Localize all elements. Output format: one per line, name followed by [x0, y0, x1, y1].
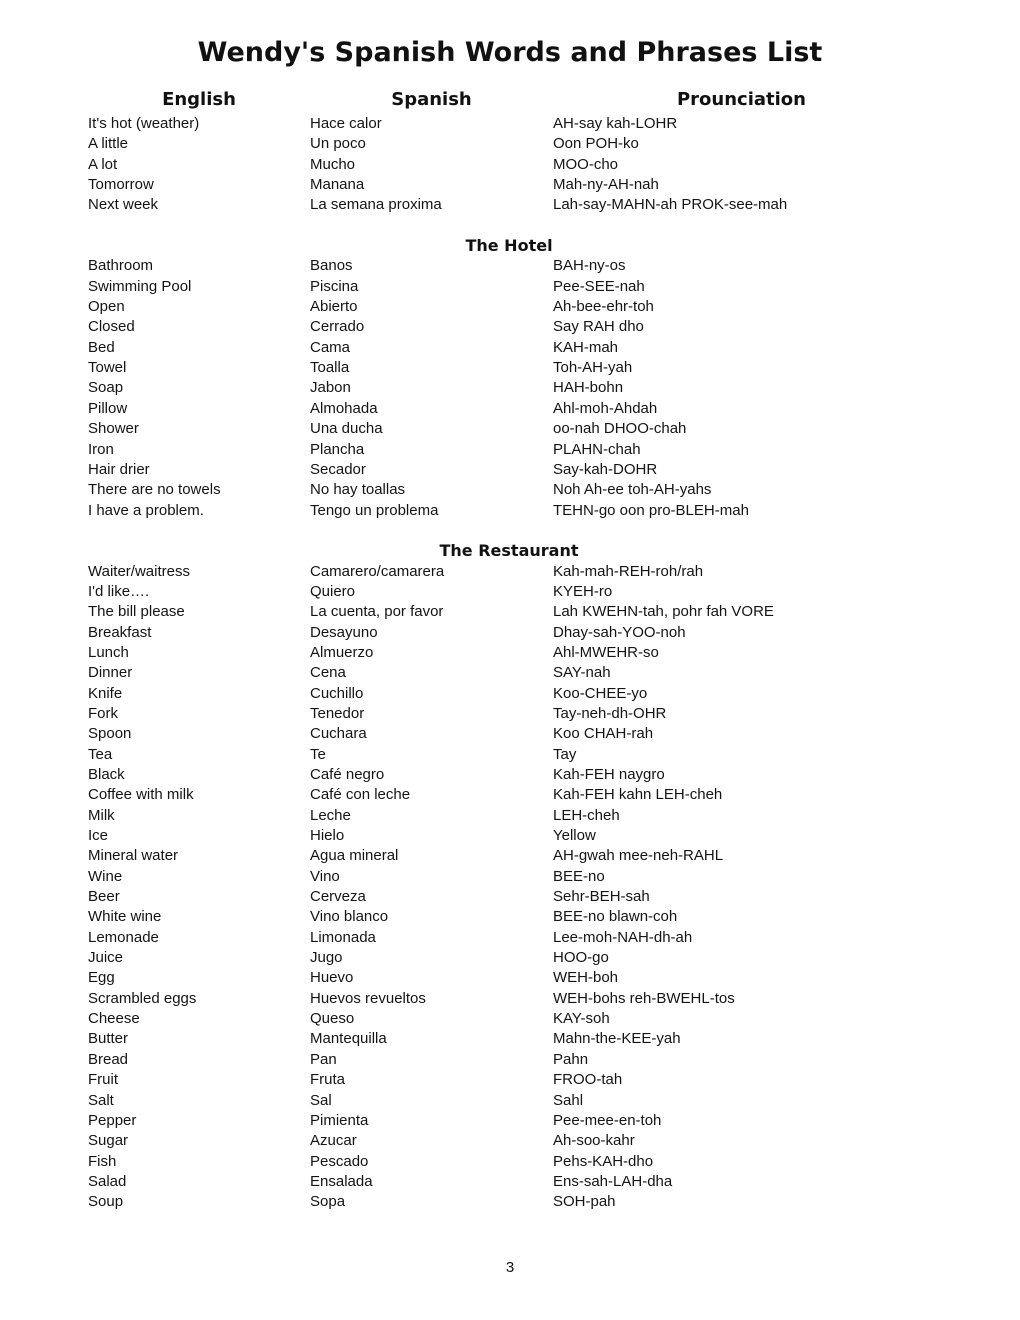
pronunciation-cell: BEE-no: [553, 867, 605, 885]
english-cell: Black: [88, 766, 125, 783]
spanish-cell: Vino blanco: [310, 908, 389, 926]
spanish-cell: Ensalada: [310, 1172, 373, 1190]
pronunciation-cell: LEH-cheh: [553, 806, 620, 824]
spanish-cell: Quiero: [310, 582, 356, 600]
table-row: [88, 907, 930, 927]
english-cell: Fruit: [88, 1071, 118, 1089]
spanish-cell: Manana: [310, 176, 365, 194]
pronunciation-cell: BEE-no blawn-coh: [553, 908, 678, 926]
pronunciation-cell: oo-nah DHOO-chah: [553, 420, 687, 438]
pronunciation-cell: Kah-FEH kahn LEH-cheh: [553, 786, 723, 804]
english-cell: Scrambled eggs: [88, 989, 197, 1007]
table-row: [88, 663, 930, 683]
pronunciation-cell: Ahl-MWEHR-so: [553, 643, 659, 661]
spanish-cell: Secador: [310, 460, 366, 478]
table-row: [88, 1029, 930, 1049]
pronunciation-cell: Ens-sah-LAH-dha: [553, 1172, 673, 1190]
english-cell: Bed: [88, 338, 115, 356]
pronunciation-cell: Tay-neh-dh-OHR: [553, 704, 667, 722]
english-cell: Tea: [88, 745, 113, 763]
english-cell: Shower: [88, 420, 139, 438]
spanish-cell: Mantequilla: [310, 1030, 387, 1048]
table-row: [88, 1152, 930, 1172]
spanish-cell: Huevo: [310, 969, 354, 987]
spanish-cell: Abierto: [310, 298, 358, 316]
pronunciation-cell: Lah-say-MAHN-ah PROK-see-mah: [553, 196, 788, 214]
english-cell: Soup: [88, 1193, 124, 1211]
spanish-cell: Leche: [310, 806, 351, 824]
table-row: [88, 602, 930, 622]
english-cell: White wine: [88, 908, 162, 926]
spanish-cell: La semana proxima: [310, 196, 442, 214]
pronunciation-cell: Kah-mah-REH-roh/rah: [553, 562, 704, 580]
spanish-cell: Café negro: [310, 766, 385, 783]
english-cell: Mineral water: [88, 847, 179, 865]
english-cell: Breakfast: [88, 623, 152, 641]
table-row: [88, 846, 930, 866]
pronunciation-cell: HAH-bohn: [553, 379, 624, 397]
english-cell: Ice: [88, 827, 109, 845]
spanish-cell: Café con leche: [310, 786, 411, 804]
english-cell: Fish: [88, 1152, 117, 1170]
pronunciation-cell: KAH-mah: [553, 338, 619, 356]
table-row: [88, 419, 930, 439]
section-heading: The Restaurant: [439, 541, 579, 561]
english-cell: Salt: [88, 1091, 114, 1109]
table-row: [88, 745, 930, 765]
pronunciation-cell: Dhay-sah-YOO-noh: [553, 623, 686, 641]
spanish-cell: Tenedor: [310, 704, 365, 722]
pronunciation-cell: Kah-FEH naygro: [553, 766, 665, 783]
table-row: [88, 948, 930, 968]
english-cell: Closed: [88, 318, 135, 336]
spanish-cell: Cerveza: [310, 888, 366, 906]
spanish-cell: Almohada: [310, 399, 378, 417]
pronunciation-cell: Pee-mee-en-toh: [553, 1111, 662, 1129]
spanish-cell: Hielo: [310, 827, 345, 845]
pronunciation-cell: Ahl-moh-Ahdah: [553, 399, 658, 417]
english-cell: I'd like….: [88, 582, 150, 600]
english-cell: Knife: [88, 684, 123, 702]
table-row: [88, 562, 930, 582]
table-row: [88, 806, 930, 826]
english-cell: Lemonade: [88, 928, 159, 946]
table-row: [88, 297, 930, 317]
spanish-cell: Un poco: [310, 135, 366, 153]
table-row: [88, 1172, 930, 1192]
column-header-spanish: Spanish: [391, 89, 472, 110]
pronunciation-cell: Yellow: [553, 827, 596, 845]
pronunciation-cell: TEHN-go oon pro-BLEH-mah: [553, 501, 749, 519]
spanish-cell: Sopa: [310, 1193, 346, 1211]
english-cell: Sugar: [88, 1132, 129, 1150]
table-row: [88, 928, 930, 948]
table-row: [88, 1070, 930, 1090]
table-row: [88, 1131, 930, 1151]
spanish-cell: Vino: [310, 867, 340, 885]
section-heading: The Hotel: [465, 236, 553, 256]
pronunciation-cell: HOO-go: [553, 949, 609, 967]
pronunciation-cell: SAY-nah: [553, 664, 611, 682]
english-cell: Beer: [88, 888, 120, 906]
pronunciation-cell: Tay: [553, 745, 577, 763]
english-cell: Cheese: [88, 1010, 140, 1028]
english-cell: Lunch: [88, 643, 129, 661]
table-row: [88, 460, 930, 480]
pronunciation-cell: Noh Ah-ee toh-AH-yahs: [553, 481, 712, 499]
column-header-row: [88, 88, 930, 111]
page-title: Wendy's Spanish Words and Phrases List: [197, 37, 823, 68]
table-row: [88, 134, 930, 154]
table-row: [88, 887, 930, 907]
spanish-cell: Cuchara: [310, 725, 367, 743]
english-cell: Bread: [88, 1050, 129, 1068]
table-row: [88, 338, 930, 358]
spanish-cell: Limonada: [310, 928, 376, 946]
column-header-english: English: [162, 89, 236, 110]
pronunciation-cell: Ah-soo-kahr: [553, 1132, 635, 1150]
spanish-cell: Te: [310, 745, 326, 763]
table-row: [88, 399, 930, 419]
pronunciation-cell: BAH-ny-os: [553, 257, 626, 275]
spanish-cell: Agua mineral: [310, 847, 399, 865]
english-cell: Open: [88, 298, 125, 316]
spanish-cell: Cerrado: [310, 318, 365, 336]
pronunciation-cell: FROO-tah: [553, 1071, 623, 1089]
pronunciation-cell: Mah-ny-AH-nah: [553, 176, 659, 194]
spanish-cell: Azucar: [310, 1132, 357, 1150]
table-row: [88, 1091, 930, 1111]
english-cell: Juice: [88, 949, 124, 967]
english-cell: Waiter/waitress: [88, 562, 190, 580]
english-cell: It's hot (weather): [88, 115, 200, 132]
english-cell: Soap: [88, 379, 124, 397]
pronunciation-cell: Toh-AH-yah: [553, 359, 633, 377]
spanish-cell: Jabon: [310, 379, 351, 397]
english-cell: Swimming Pool: [88, 277, 192, 295]
spanish-cell: Hace calor: [310, 115, 382, 132]
spanish-cell: Desayuno: [310, 623, 378, 641]
table-row: [88, 175, 930, 195]
pronunciation-cell: AH-gwah mee-neh-RAHL: [553, 847, 724, 865]
table-row: [88, 765, 930, 785]
table-row: [88, 440, 930, 460]
english-cell: Bathroom: [88, 257, 154, 275]
pronunciation-cell: Pahn: [553, 1050, 589, 1068]
spanish-cell: Plancha: [310, 440, 365, 458]
spanish-cell: Pescado: [310, 1152, 369, 1170]
pronunciation-cell: Sahl: [553, 1091, 584, 1109]
pronunciation-cell: Koo CHAH-rah: [553, 725, 654, 743]
english-cell: Iron: [88, 440, 114, 458]
pronunciation-cell: WEH-bohs reh-BWEHL-tos: [553, 989, 735, 1007]
pronunciation-cell: MOO-cho: [553, 155, 619, 173]
spanish-cell: Jugo: [310, 949, 343, 967]
spanish-cell: Cuchillo: [310, 684, 364, 702]
table-row: [88, 256, 930, 276]
table-row: [88, 317, 930, 337]
english-cell: A lot: [88, 155, 118, 173]
english-cell: Coffee with milk: [88, 786, 194, 804]
spanish-cell: Banos: [310, 257, 353, 275]
pronunciation-cell: KYEH-ro: [553, 582, 613, 600]
english-cell: Tomorrow: [88, 176, 154, 194]
table-row: [88, 867, 930, 887]
table-row: [88, 623, 930, 643]
spanish-cell: Almuerzo: [310, 643, 374, 661]
spanish-cell: Mucho: [310, 155, 356, 173]
table-row: [88, 704, 930, 724]
table-row: [88, 785, 930, 805]
table-row: [88, 724, 930, 744]
english-cell: There are no towels: [88, 481, 221, 499]
spanish-cell: Queso: [310, 1010, 355, 1028]
table-row: [88, 643, 930, 663]
english-cell: Pillow: [88, 399, 128, 417]
english-cell: Egg: [88, 969, 115, 987]
english-cell: Salad: [88, 1172, 127, 1190]
table-row: [88, 358, 930, 378]
spanish-cell: Sal: [310, 1091, 332, 1109]
english-cell: Dinner: [88, 664, 133, 682]
table-row: [88, 277, 930, 297]
pronunciation-cell: KAY-soh: [553, 1010, 610, 1028]
english-cell: Wine: [88, 867, 123, 885]
english-cell: Towel: [88, 359, 127, 377]
pronunciation-cell: Ah-bee-ehr-toh: [553, 298, 654, 316]
pronunciation-cell: Sehr-BEH-sah: [553, 888, 650, 906]
spanish-cell: Cena: [310, 664, 346, 682]
spanish-cell: La cuenta, por favor: [310, 603, 444, 621]
table-body: [0, 114, 1020, 1213]
pronunciation-cell: Say RAH dho: [553, 318, 644, 336]
spanish-cell: Huevos revueltos: [310, 989, 426, 1007]
english-cell: Spoon: [88, 725, 132, 743]
table-row: [88, 1111, 930, 1131]
spanish-cell: Camarero/camarera: [310, 562, 445, 580]
table-row: [88, 378, 930, 398]
spanish-cell: Una ducha: [310, 420, 383, 438]
column-header-pronunciation: Prounciation: [676, 89, 806, 110]
spanish-cell: Fruta: [310, 1071, 346, 1089]
pronunciation-cell: Oon POH-ko: [553, 135, 639, 153]
english-cell: The bill please: [88, 603, 185, 621]
table-row: [88, 968, 930, 988]
english-cell: Fork: [88, 704, 118, 722]
pronunciation-cell: Mahn-the-KEE-yah: [553, 1030, 681, 1048]
spanish-cell: Toalla: [310, 359, 350, 377]
english-cell: Milk: [88, 806, 115, 824]
spanish-cell: Piscina: [310, 277, 359, 295]
spanish-cell: Pimienta: [310, 1111, 369, 1129]
table-row: [88, 1050, 930, 1070]
table-row: [88, 501, 930, 521]
table-row: [88, 1009, 930, 1029]
table-row: [88, 195, 930, 215]
spanish-cell: No hay toallas: [310, 481, 406, 499]
english-cell: I have a problem.: [88, 501, 204, 519]
english-cell: A little: [88, 135, 129, 153]
spanish-cell: Tengo un problema: [310, 501, 439, 519]
table-row: [88, 582, 930, 602]
pronunciation-cell: Say-kah-DOHR: [553, 460, 658, 478]
pronunciation-cell: Lah KWEHN-tah, pohr fah VORE: [553, 603, 774, 621]
spanish-cell: Cama: [310, 338, 351, 356]
table-row: [88, 155, 930, 175]
pronunciation-cell: PLAHN-chah: [553, 440, 641, 458]
english-cell: Butter: [88, 1030, 129, 1048]
table-row: [88, 826, 930, 846]
table-row: [88, 1192, 930, 1212]
english-cell: Hair drier: [88, 460, 150, 478]
pronunciation-cell: Pee-SEE-nah: [553, 277, 645, 295]
pronunciation-cell: SOH-pah: [553, 1193, 616, 1211]
table-row: [88, 684, 930, 704]
english-cell: Pepper: [88, 1111, 137, 1129]
pronunciation-cell: Pehs-KAH-dho: [553, 1152, 654, 1170]
english-cell: Next week: [88, 196, 159, 214]
table-row: [88, 114, 930, 134]
pronunciation-cell: Koo-CHEE-yo: [553, 684, 648, 702]
spanish-cell: Pan: [310, 1050, 337, 1068]
table-row: [88, 989, 930, 1009]
pronunciation-cell: AH-say kah-LOHR: [553, 115, 678, 132]
pronunciation-cell: Lee-moh-NAH-dh-ah: [553, 928, 693, 946]
page-number: 3: [505, 1259, 515, 1276]
table-row: [88, 480, 930, 500]
pronunciation-cell: WEH-boh: [553, 969, 619, 987]
